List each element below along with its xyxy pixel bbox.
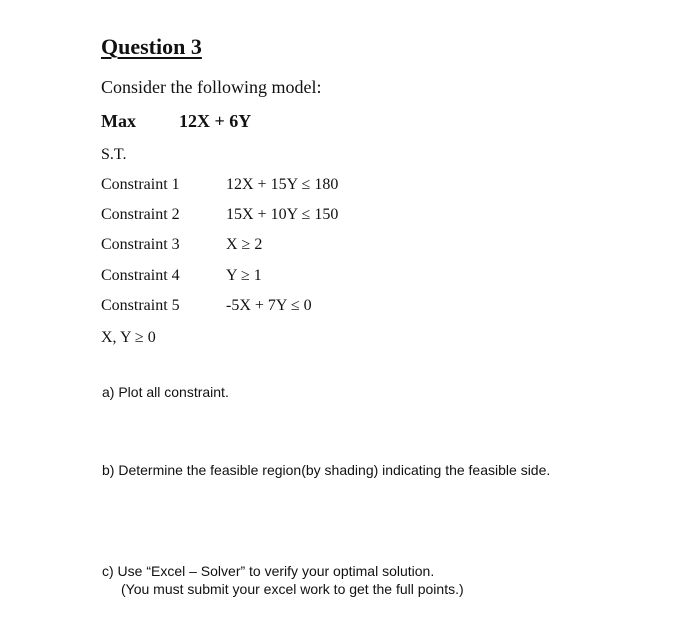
objective-label: Max [101, 111, 136, 131]
constraint-4-label: Constraint 4 [101, 267, 180, 284]
constraint-2-label: Constraint 2 [101, 206, 180, 223]
constraint-5-label: Constraint 5 [101, 297, 180, 314]
constraint-3-expression: X ≥ 2 [226, 236, 263, 253]
intro-text: Consider the following model: [101, 77, 322, 97]
nonnegativity-constraint: X, Y ≥ 0 [101, 329, 156, 346]
part-b-text: b) Determine the feasible region(by shading) indicating the feasible side. [102, 462, 551, 478]
constraint-4-expression: Y ≥ 1 [226, 267, 262, 284]
constraint-5-expression: -5X + 7Y ≤ 0 [226, 297, 312, 314]
constraint-3-label: Constraint 3 [101, 236, 180, 253]
part-c-text: c) Use “Excel – Solver” to verify your optimal solution. [102, 563, 435, 579]
constraint-1-expression: 12X + 15Y ≤ 180 [226, 176, 339, 193]
part-c-note: (You must submit your excel work to get the full points.) [121, 581, 464, 597]
subject-to-label: S.T. [101, 146, 127, 163]
constraint-1-label: Constraint 1 [101, 176, 180, 193]
objective-expression: 12X + 6Y [179, 111, 252, 131]
question-title: Question 3 [101, 34, 202, 59]
constraint-2-expression: 15X + 10Y ≤ 150 [226, 206, 339, 223]
part-a-text: a) Plot all constraint. [102, 384, 229, 400]
